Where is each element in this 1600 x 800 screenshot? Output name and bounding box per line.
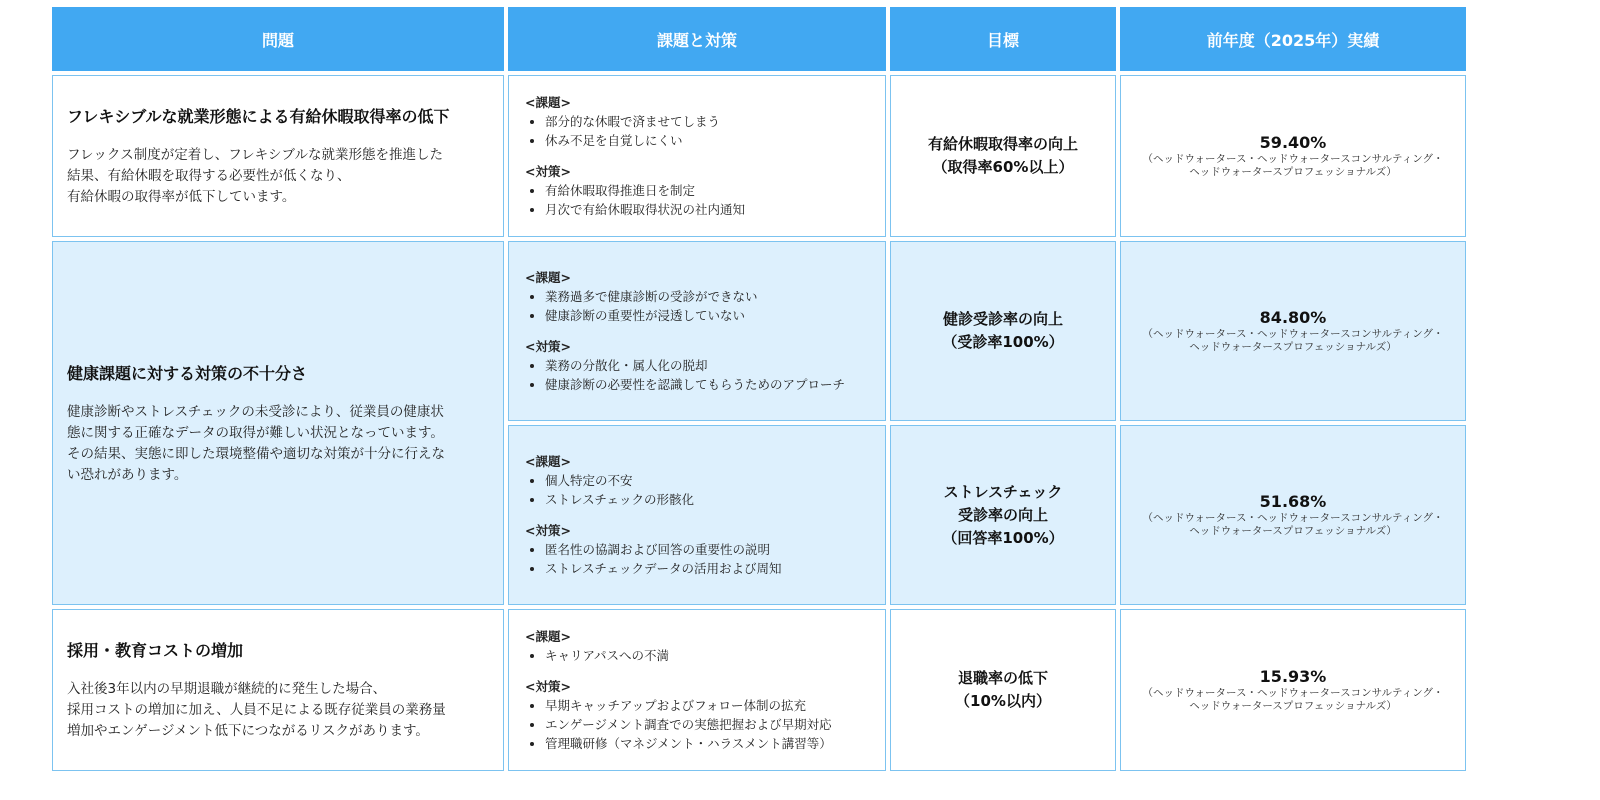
issue-list <box>525 112 869 150</box>
issues-measures-cell <box>508 425 886 605</box>
list-item: • キャリアパスへの不満 <box>545 646 869 665</box>
list-item: • ストレスチェックデータの活用および周知 <box>545 559 869 578</box>
list-item: • 業務過多で健康診断の受診ができない <box>545 287 869 306</box>
problem-cell <box>52 241 504 605</box>
list-item: • 業務の分散化・属人化の脱却 <box>545 356 869 375</box>
measure-list <box>525 540 869 578</box>
table-row <box>52 241 1466 421</box>
measure-label: <対策> <box>525 164 571 179</box>
measures-table <box>48 3 1470 775</box>
result-value: 84.80% <box>1259 308 1327 327</box>
list-item: • 休み不足を自覚しにくい <box>545 131 869 150</box>
result-scope-note: （ヘッドウォータース・ヘッドウォータースコンサルティング・ ヘッドウォータースプロフェッショナルズ） <box>1142 153 1444 178</box>
result-cell <box>1120 609 1466 771</box>
result-scope-note: （ヘッドウォータース・ヘッドウォータースコンサルティング・ ヘッドウォータースプロフェッショナルズ） <box>1142 687 1444 712</box>
result-cell <box>1120 75 1466 237</box>
goal-cell: 退職率の低下 （10%以内） <box>890 609 1116 771</box>
issue-list <box>525 287 869 325</box>
issue-label: <課題> <box>525 454 571 469</box>
goal-cell: ストレスチェック 受診率の向上 （回答率100%） <box>890 425 1116 605</box>
result-value: 51.68% <box>1259 492 1327 511</box>
issue-label: <課題> <box>525 95 571 110</box>
goal-cell: 健診受診率の向上 （受診率100%） <box>890 241 1116 421</box>
result-cell <box>1120 241 1466 421</box>
measure-label: <対策> <box>525 679 571 694</box>
list-item: • 匿名性の協調および回答の重要性の説明 <box>545 540 869 559</box>
table-row <box>52 609 1466 771</box>
list-item: • 部分的な休暇で済ませてしまう <box>545 112 869 131</box>
list-item: • 健康診断の重要性が浸透していない <box>545 306 869 325</box>
result-cell <box>1120 425 1466 605</box>
list-item: • 月次で有給休暇取得状況の社内通知 <box>545 200 869 219</box>
list-item: • エンゲージメント調査での実態把握および早期対応 <box>545 715 869 734</box>
list-item: • 管理職研修（マネジメント・ハラスメント講習等） <box>545 734 869 753</box>
problem-cell <box>52 609 504 771</box>
measure-label: <対策> <box>525 339 571 354</box>
problem-title: フレキシブルな就業形態による有給休暇取得率の低下 <box>67 107 450 126</box>
issues-measures-cell <box>508 75 886 237</box>
problem-cell <box>52 75 504 237</box>
list-item: • 個人特定の不安 <box>545 471 869 490</box>
result-value: 15.93% <box>1259 667 1327 686</box>
measure-label: <対策> <box>525 523 571 538</box>
issue-list <box>525 646 869 665</box>
problem-description: 入社後3年以内の早期退職が継続的に発生した場合、 採用コストの増加に加え、人員不足による既存従業員の業務量 増加やエンゲージメント低下につながるリスクがあります。 <box>67 681 446 739</box>
result-scope-note: （ヘッドウォータース・ヘッドウォータースコンサルティング・ ヘッドウォータースプロフェッショナルズ） <box>1142 328 1444 353</box>
problem-description: 健康診断やストレスチェックの未受診により、従業員の健康状 態に関する正確なデータの取得が難しい状況となっています。 その結果、実態に即した環境整備や適切な対策が十分に行えな い恐れがあります。 <box>67 403 445 483</box>
issue-label: <課題> <box>525 629 571 644</box>
list-item: • 有給休暇取得推進日を制定 <box>545 181 869 200</box>
header-previous-result: 前年度（2025年）実績 <box>1120 7 1466 71</box>
list-item: • 健康診断の必要性を認識してもらうためのアプローチ <box>545 375 869 394</box>
list-item: • 早期キャッチアップおよびフォロー体制の拡充 <box>545 696 869 715</box>
result-scope-note: （ヘッドウォータース・ヘッドウォータースコンサルティング・ ヘッドウォータースプロフェッショナルズ） <box>1142 512 1444 537</box>
table-row <box>52 75 1466 237</box>
measure-list <box>525 356 869 394</box>
issues-measures-cell <box>508 241 886 421</box>
problem-title: 健康課題に対する対策の不十分さ <box>67 363 308 383</box>
header-issues-measures: 課題と対策 <box>508 7 886 71</box>
problem-description: フレックス制度が定着し、フレキシブルな就業形態を推進した 結果、有給休暇を取得する必要性が低くなり、 有給休暇の取得率が低下しています。 <box>67 147 443 205</box>
measures-table-container <box>52 3 1512 775</box>
header-goal: 目標 <box>890 7 1116 71</box>
issue-label: <課題> <box>525 270 571 285</box>
problem-title: 採用・教育コストの増加 <box>67 641 244 660</box>
result-value: 59.40% <box>1259 133 1327 152</box>
header-row <box>52 7 1466 71</box>
header-problem: 問題 <box>52 7 504 71</box>
issue-list <box>525 471 869 509</box>
measure-list <box>525 696 869 753</box>
issues-measures-cell <box>508 609 886 771</box>
goal-cell: 有給休暇取得率の向上 （取得率60%以上） <box>890 75 1116 237</box>
measure-list <box>525 181 869 219</box>
list-item: • ストレスチェックの形骸化 <box>545 490 869 509</box>
